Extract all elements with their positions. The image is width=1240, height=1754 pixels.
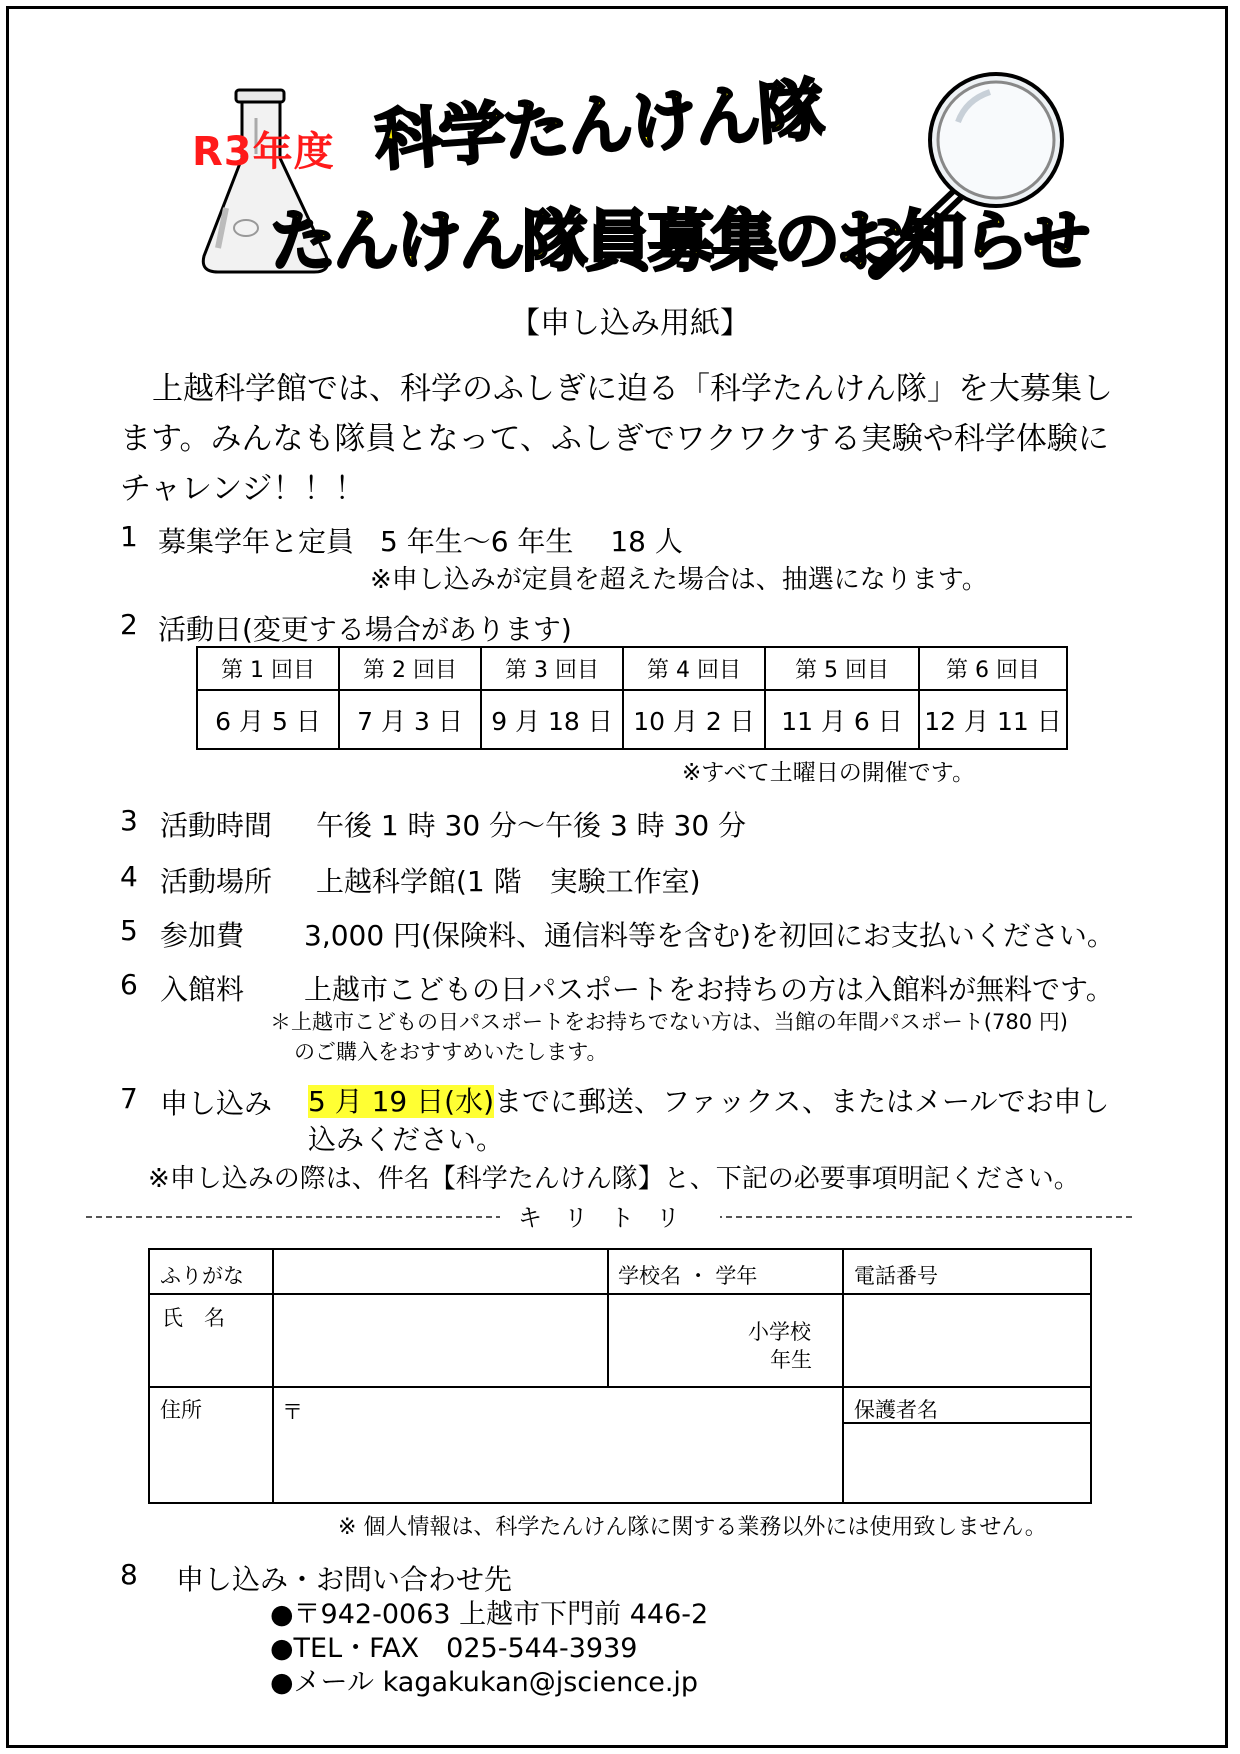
address-field[interactable]: [276, 1390, 840, 1502]
saturday-note: ※すべて土曜日の開催です。: [682, 760, 975, 786]
subject-note: ※申し込みの際は、件名【科学たんけん隊】と、下記の必要事項明記ください。: [148, 1164, 1080, 1194]
item-number: 4: [120, 860, 138, 893]
item-number: 6: [120, 968, 138, 1001]
sub-title: たんけん隊員募集のお知らせ: [270, 203, 1088, 280]
item-number: 2: [120, 608, 138, 641]
session-header: 第 5 回目: [765, 647, 919, 690]
name-label: 氏 名: [162, 1306, 225, 1330]
schedule-table: [196, 646, 1068, 750]
form-heading: 【申し込み用紙】: [510, 306, 750, 341]
postal-mark: 〒: [282, 1400, 303, 1424]
item-number: 7: [120, 1082, 138, 1115]
furigana-label: ふりがな: [160, 1264, 244, 1288]
passport-note: ＊上越市こどもの日パスポートをお持ちでない方は、当館の年間パスポート(780 円): [270, 1010, 1068, 1034]
deadline-date: 5 月 19 日(水): [308, 1085, 494, 1118]
main-title: 科学たんけん隊: [372, 71, 826, 180]
session-date: 6 月 5 日: [197, 690, 339, 749]
furigana-field[interactable]: [276, 1252, 604, 1292]
fiscal-year-label: R3年度: [192, 129, 335, 175]
phone-label: 電話番号: [854, 1264, 938, 1288]
session-date: 9 月 18 日: [481, 690, 623, 749]
school-grade-label: 学校名 ・ 学年: [618, 1264, 758, 1288]
school-grade-field[interactable]: [611, 1297, 841, 1385]
intro-line: 上越科学館では、科学のふしぎに迫る「科学たんけん隊」を大募集し: [152, 371, 1113, 407]
item-number: 5: [120, 914, 138, 947]
item-label: 活動日(変更する場合があります): [158, 613, 572, 646]
deadline-continued: 込みください。: [308, 1123, 505, 1156]
item-label: 活動時間: [160, 809, 273, 842]
session-header: 第 1 回目: [197, 647, 339, 690]
item-label: 申し込み: [160, 1087, 273, 1120]
item-label: 活動場所: [160, 865, 273, 898]
session-header: 第 4 回目: [623, 647, 765, 690]
grade-suffix: 年生: [770, 1348, 812, 1372]
deadline-line: [308, 1080, 1109, 1120]
session-header: 第 3 回目: [481, 647, 623, 690]
deadline-rest: までに郵送、ファックス、またはメールでお申し: [494, 1085, 1110, 1118]
guardian-label: 保護者名: [854, 1398, 938, 1422]
lottery-note: ※申し込みが定員を超えた場合は、抽選になります。: [370, 565, 988, 595]
session-header: 第 6 回目: [919, 647, 1067, 690]
item-value: 上越科学館(1 階 実験工作室): [316, 865, 701, 898]
contact-address: ●〒942-0063 上越市下門前 446-2: [270, 1599, 709, 1630]
guardian-field[interactable]: [846, 1426, 1090, 1502]
item-label: 入館料: [160, 973, 245, 1006]
intro-paragraph: [120, 364, 1140, 514]
session-date: 12 月 11 日: [919, 690, 1067, 749]
item-value: 5 年生～6 年生 18 人: [380, 525, 683, 558]
school-suffix: 小学校: [748, 1320, 811, 1344]
privacy-note: ※ 個人情報は、科学たんけん隊に関する業務以外には使用致しません。: [338, 1515, 1047, 1540]
item-value: 上越市こどもの日パスポートをお持ちの方は入館料が無料です。: [304, 973, 1114, 1006]
cut-label: キリトリ: [500, 1198, 720, 1233]
item-label: 参加費: [160, 919, 245, 952]
session-date: 7 月 3 日: [339, 690, 481, 749]
session-date: 10 月 2 日: [623, 690, 765, 749]
item-value: 午後 1 時 30 分～午後 3 時 30 分: [316, 809, 747, 842]
item-number: 1: [120, 520, 138, 553]
contact-tel-fax: ●TEL・FAX 025-544-3939: [270, 1633, 638, 1664]
session-header: 第 2 回目: [339, 647, 481, 690]
item-value: 3,000 円(保険料、通信料等を含む)を初回にお支払いください。: [304, 919, 1115, 952]
application-form: [148, 1248, 1092, 1504]
phone-field[interactable]: [846, 1297, 1090, 1385]
intro-line: ます。みんなも隊員となって、ふしぎでワクワクする実験や科学体験に: [120, 421, 1109, 457]
name-field[interactable]: [276, 1297, 604, 1385]
item-label: 申し込み・お問い合わせ先: [176, 1563, 513, 1596]
intro-line: チャレンジ！！！: [120, 471, 366, 507]
contact-email[interactable]: ●メール kagakukan@jscience.jp: [270, 1667, 699, 1698]
address-label: 住所: [160, 1398, 202, 1422]
passport-note: のご購入をおすすめいたします。: [294, 1040, 608, 1064]
item-label: 募集学年と定員: [158, 525, 355, 558]
session-date: 11 月 6 日: [765, 690, 919, 749]
item-number: 8: [120, 1558, 138, 1591]
item-number: 3: [120, 804, 138, 837]
